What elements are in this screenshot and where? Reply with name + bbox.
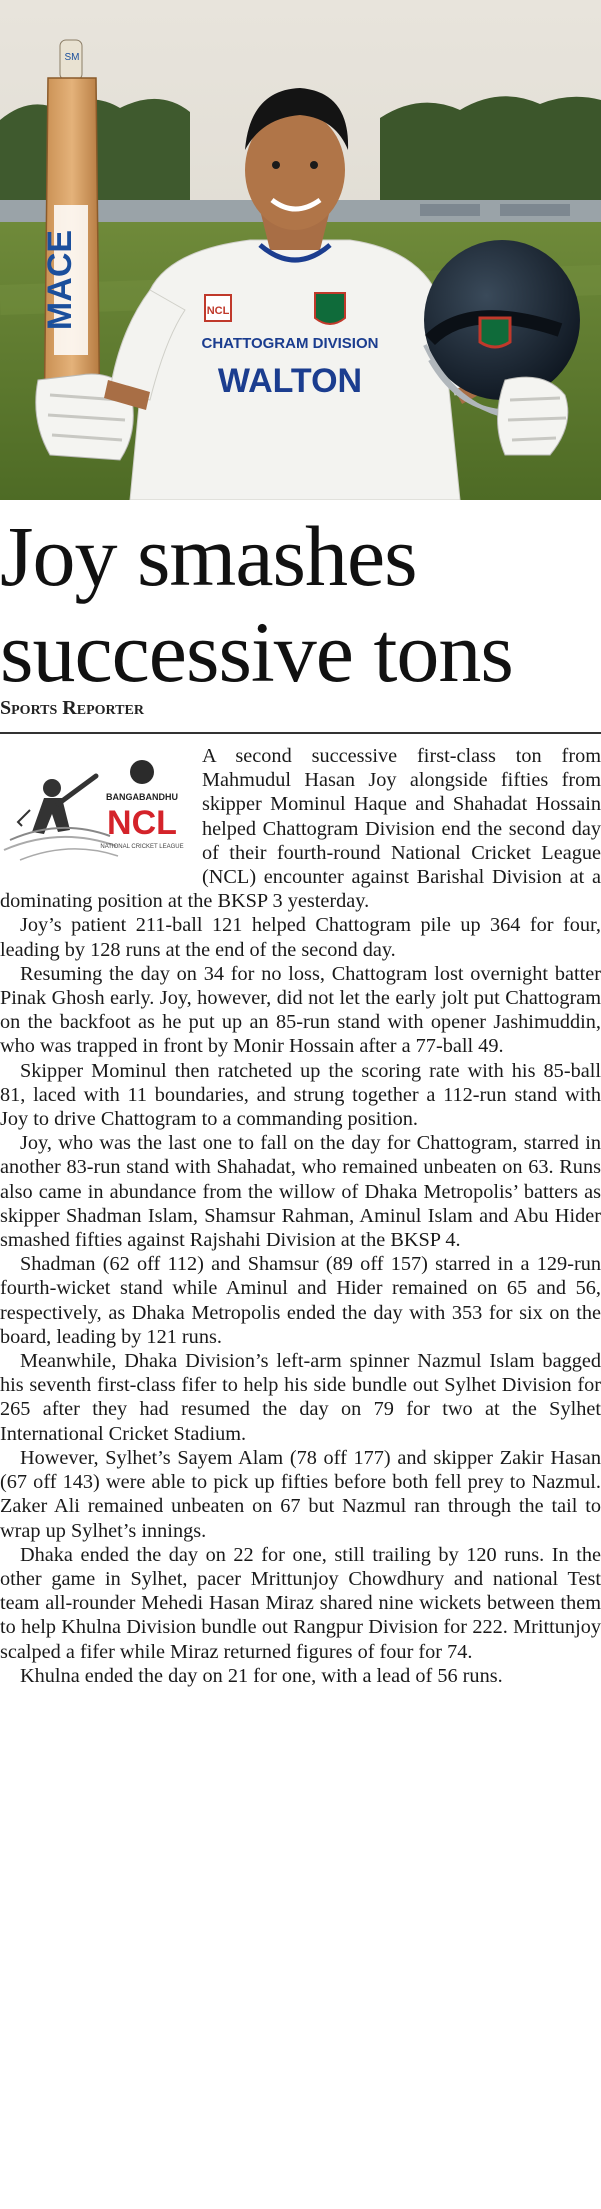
- shirt-team-label: CHATTOGRAM DIVISION: [201, 335, 379, 352]
- right-glove: [498, 377, 568, 455]
- headline-line-2: successive tons: [0, 604, 513, 700]
- article-paragraph: Joy, who was the last one to fall on the day for Chattogram, starred in another 83-run stand with Shahadat, who remained unbeaten on 63. Runs also came in abundance from the willow of Dhaka Metropolis’ batters as skipper Shadman Islam, Shamsur Rahman, Aminul Islam and Abu Hider smashed fifties against Rajshahi Division at the BKSP 4.: [0, 1132, 601, 1252]
- article-paragraph: Skipper Mominul then ratcheted up the scoring rate with his 85-ball 81, laced with 11 boundaries, and strung together a 112-run stand with Joy to drive Chattogram to a commanding position.: [0, 1059, 601, 1131]
- article-paragraph: However, Sylhet’s Sayem Alam (78 off 177) and skipper Zakir Hasan (67 off 143) were able to pick up fifties before both fell prey to Nazmul. Zaker Ali remained unbeaten on 67 but Nazmul ran through the tail to wrap up Sylhet’s innings.: [0, 1446, 601, 1542]
- article-paragraph: Meanwhile, Dhaka Division’s left-arm spinner Nazmul Islam bagged his seventh first-class fifer to help his side bundle out Sylhet Division for 265 after they had resumed the day on 79 for two at the Sylhet International Cricket Stadium.: [0, 1350, 601, 1445]
- headline-line-1: Joy smashes: [0, 508, 417, 604]
- shirt-ncl-badge: NCL: [206, 305, 230, 317]
- byline: Sports Reporter: [0, 698, 601, 734]
- ncl-logo: [0, 748, 190, 878]
- bat-brand-label: MACE: [41, 229, 79, 331]
- logo-top-text: BANGABANDHU: [106, 792, 178, 802]
- logo-sub-text: NATIONAL CRICKET LEAGUE: [100, 844, 184, 850]
- headline: [0, 508, 601, 700]
- logo-main-text: NCL: [107, 804, 177, 842]
- article-paragraph: Shadman (62 off 112) and Shamsur (89 off 157) starred in a 129-run fourth-wicket stand while Aminul and Hider remained on 65 and 56, respectively, as Dhaka Metropolis ended the day with 353 for six on the board, leading by 121 runs.: [0, 1253, 601, 1348]
- article-paragraph: Dhaka ended the day on 22 for one, still trailing by 120 runs. In the other game in Sylhet, pacer Mrittunjoy Chowdhury and national Test team all-rounder Mehedi Hasan Miraz shared nine wickets between them to help Khulna Division bundle out Rangpur Division for 222. Mrittunjoy scalped a fifer while Miraz returned figures of four for 74.: [0, 1543, 601, 1663]
- article-body: [0, 744, 601, 1688]
- article-paragraph: Joy’s patient 211-ball 121 helped Chattogram pile up 364 for four, leading by 128 runs at the end of the second day.: [0, 914, 601, 961]
- article-paragraph: Resuming the day on 34 for no loss, Chattogram lost overnight batter Pinak Ghosh early. Joy, however, did not let the early jolt put Chattogram on the backfoot as he put up an 85-run stand with opener Jashimuddin, who was trapped in front by Monir Hossain after a 77-ball 49.: [0, 962, 601, 1058]
- article-paragraph: A second successive first-class ton from Mahmudul Hasan Joy alongside fifties from skipper Mominul Haque and Shahadat Hossain helped Chattogram Division end the second day of their fourth-round National Cricket League (NCL) encounter against Barishal Division at a dominating position at the BKSP 3 yesterday.: [0, 745, 601, 913]
- shirt-sponsor-label: WALTON: [217, 362, 363, 400]
- player-head: [245, 88, 348, 230]
- hero-photo: [0, 0, 601, 500]
- player-photo-illustration: [0, 0, 601, 500]
- bat-top-label: SM: [64, 52, 80, 63]
- article-paragraph: Khulna ended the day on 21 for one, with a lead of 56 runs.: [20, 1664, 503, 1687]
